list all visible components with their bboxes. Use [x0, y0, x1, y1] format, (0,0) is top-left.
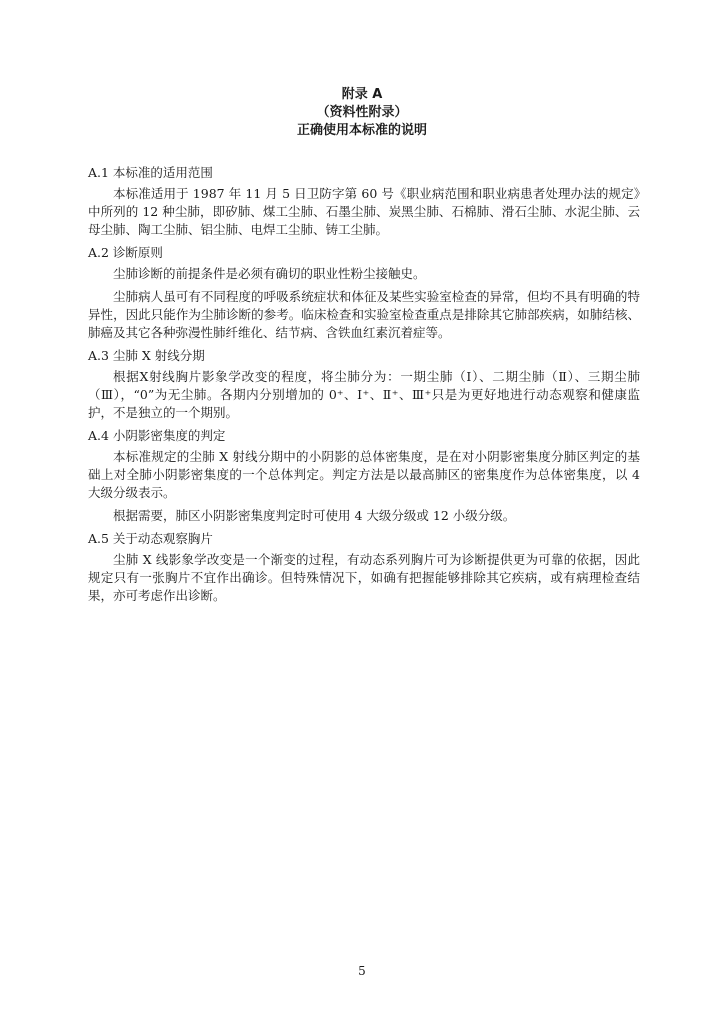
appendix-header: [0, 86, 724, 140]
paragraph: 本标准规定的尘肺 X 射线分期中的小阴影的总体密集度，是在对小阴影密集度分肺区判定的基础上对全肺小阴影密集度的一个总体判定。判定方法是以最高肺区的密集度作为总体密集度，以 4 大级分级表示。: [88, 449, 640, 500]
section-a1: [88, 164, 640, 239]
section-a3: [88, 347, 640, 422]
section-heading: A.1 本标准的适用范围: [88, 165, 213, 180]
section-heading: A.5 关于动态观察胸片: [88, 531, 213, 546]
paragraph: 本标准适用于 1987 年 11 月 5 日卫防字第 60 号《职业病范围和职业病患者处理办法的规定》中所列的 12 种尘肺，即矽肺、煤工尘肺、石墨尘肺、炭黑尘肺、石棉肺、滑石尘肺、水泥尘肺、云母尘肺、陶工尘肺、铝尘肺、电焊工尘肺、铸工尘肺。: [88, 186, 640, 237]
paragraph: 根据需要，肺区小阴影密集度判定时可使用 4 大级分级或 12 小级分级。: [113, 508, 516, 523]
section-a4: [88, 427, 640, 525]
page-number: 5: [358, 964, 366, 978]
appendix-title: 正确使用本标准的说明: [296, 123, 427, 138]
paragraph: 尘肺 X 线影象学改变是一个渐变的过程，有动态系列胸片可为诊断提供更为可靠的依据，因此规定只有一张胸片不宜作出确诊。但特殊情况下，如确有把握能够排除其它疾病，或有病理检查结果，亦可考虑作出诊断。: [88, 552, 640, 603]
appendix-type: （资料性附录）: [316, 105, 408, 120]
section-heading: A.2 诊断原则: [88, 245, 163, 260]
appendix-body: [88, 164, 640, 610]
section-heading: A.4 小阴影密集度的判定: [88, 428, 226, 443]
section-heading: A.3 尘肺 X 射线分期: [88, 348, 205, 363]
section-a2: [88, 244, 640, 342]
appendix-label: 附录 A: [341, 87, 383, 102]
paragraph: 尘肺诊断的前提条件是必须有确切的职业性粉尘接触史。: [113, 266, 426, 281]
paragraph: 根据X射线胸片影象学改变的程度，将尘肺分为：一期尘肺（Ⅰ）、二期尘肺（Ⅱ）、三期尘肺（Ⅲ），“0”为无尘肺。各期内分别增加的 0⁺、Ⅰ⁺、Ⅱ⁺、Ⅲ⁺只是为更好地进行动态观察和健康监护，不是独立的一个期别。: [88, 369, 640, 420]
paragraph: 尘肺病人虽可有不同程度的呼吸系统症状和体征及某些实验室检查的异常，但均不具有明确的特异性，因此只能作为尘肺诊断的参考。临床检查和实验室检查重点是排除其它肺部疾病，如肺结核、肺癌及其它各种弥漫性肺纤维化、结节病、含铁血红素沉着症等。: [88, 289, 640, 340]
section-a5: [88, 530, 640, 605]
